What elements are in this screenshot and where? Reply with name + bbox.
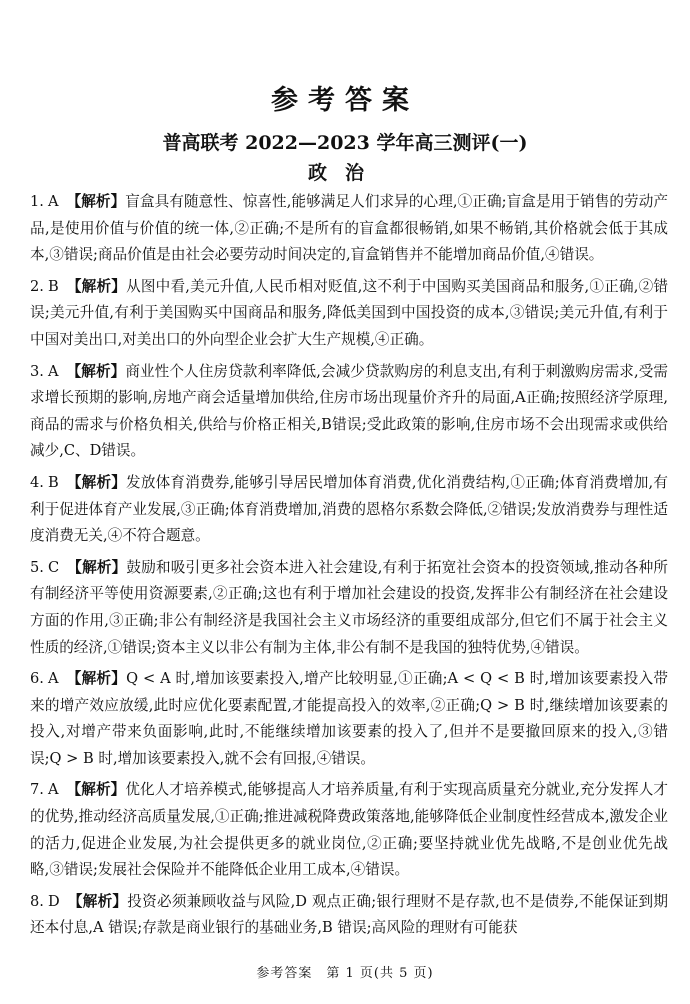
analysis-tag: 【解析】: [67, 892, 128, 910]
item-answer: A: [47, 193, 59, 210]
answer-list: [30, 189, 668, 947]
analysis-tag: 【解析】: [66, 781, 126, 799]
answer-item: [30, 889, 668, 942]
analysis-text: 投资必须兼顾收益与风险,D 观点正确;银行理财不是存款,也不是债券,不能保证到期还本付息,A 错误;存款是商业银行的基础业务,B 错误;高风险的理财有可能获: [30, 892, 668, 937]
analysis-text: 商业性个人住房贷款利率降低,会减少贷款购房的利息支出,有利于刺激购房需求,受需求增长预期的影响,房地产商会适量增加供给,住房市场出现量价齐升的局面,A正确;按照经济学原理,商品的需求与价格负相关,供给与价格正相关,B错误;受此政策的影响,住房市场不会出现需求或供给减少,C、D错误。: [30, 362, 668, 460]
page-title: 参考答案: [271, 85, 419, 116]
item-number: 1.: [30, 193, 44, 210]
answer-item: [30, 777, 668, 883]
item-answer: C: [47, 558, 60, 576]
item-number: 6.: [30, 670, 44, 688]
item-answer: B: [47, 473, 59, 491]
item-number: 5.: [30, 558, 44, 576]
analysis-text: 从图中看,美元升值,人民币相对贬值,这不利于中国购买美国商品和服务,①正确,②错误;美元升值,有利于美国购买中国商品和服务,降低美国到中国投资的成本,③错误;美元升值,有利于中国对美出口,对美出口的外向型企业会扩大生产规模,④正确。: [30, 277, 668, 348]
analysis-text: 优化人才培养模式,能够提高人才培养质量,有利于实现高质量充分就业,充分发挥人才的优势,推动经济高质量发展,①正确;推进减税降费政策落地,能够降低企业制度性经营成本,激发企业的活力,促进企业发展,为社会提供更多的就业岗位,②正确;要坚持就业优先战略,不是创业优先战略,③错误;发展社会保险并不能降低企业用工成本,④错误。: [30, 781, 668, 879]
analysis-text: 发放体育消费券,能够引导居民增加体育消费,优化消费结构,①正确;体育消费增加,有利于促进体育产业发展,③正确;体育消费增加,消费的恩格尔系数会降低,②错误;发放消费券与理性适度消费无关,④不符合题意。: [30, 473, 668, 545]
answer-item: [30, 666, 668, 772]
item-answer: D: [47, 892, 60, 910]
subject-heading: 政治: [307, 162, 382, 184]
answer-item: [30, 470, 668, 550]
answer-item: [30, 274, 668, 354]
item-number: 4.: [30, 473, 44, 491]
item-answer: A: [47, 781, 59, 799]
analysis-tag: 【解析】: [66, 362, 126, 380]
analysis-tag: 【解析】: [67, 558, 127, 576]
answer-item: [30, 555, 668, 661]
page-footer: 参考答案 第 1 页(共 5 页): [256, 966, 434, 981]
analysis-text: Q < A 时,增加该要素投入,增产比较明显,①正确;A < Q < B 时,增加该要素投入带来的增产效应放缓,此时应优化要素配置,才能提高投入的效率,②正确;Q > B 时,继续增加该要素的投入,对增产带来负面影响,此时,不能继续增加该要素的投入了,但并不是要撤回原来的投入,③错误;Q > B 时,增加该要素投入,就不会有回报,④错误。: [30, 670, 668, 767]
item-number: 3.: [30, 362, 44, 380]
item-number: 7.: [30, 781, 44, 799]
analysis-text: 盲盒具有随意性、惊喜性,能够满足人们求异的心理,①正确;盲盒是用于销售的劳动产品,是使用价值与价值的统一体,②正确;不是所有的盲盒都很畅销,如果不畅销,其价格就会低于其成本,③错误;商品价值是由社会必要劳动时间决定的,盲盒销售并不能增加商品价值,④错误。: [30, 193, 668, 264]
answer-item: [30, 359, 668, 465]
answer-item: [30, 189, 668, 269]
analysis-tag: 【解析】: [66, 670, 127, 688]
exam-subtitle: 普高联考 2022—2023 学年高三测评(一): [162, 132, 528, 154]
analysis-text: 鼓励和吸引更多社会资本进入社会建设,有利于拓宽社会资本的投资领域,推动各种所有制经济平等使用资源要素,②正确;这也有利于增加社会建设的投资,发挥非公有制经济在社会建设方面的作用,③正确;非公有制经济是我国社会主义市场经济的重要组成部分,但它们不属于社会主义性质的经济,①错误;资本主义以非公有制为主体,非公有制不是我国的独特优势,④错误。: [30, 558, 668, 656]
analysis-tag: 【解析】: [66, 277, 127, 295]
analysis-tag: 【解析】: [66, 193, 126, 210]
item-answer: B: [47, 277, 59, 295]
item-answer: A: [47, 670, 59, 688]
item-number: 8.: [30, 892, 44, 910]
item-answer: A: [47, 362, 59, 380]
item-number: 2.: [30, 277, 44, 295]
analysis-tag: 【解析】: [66, 473, 127, 491]
